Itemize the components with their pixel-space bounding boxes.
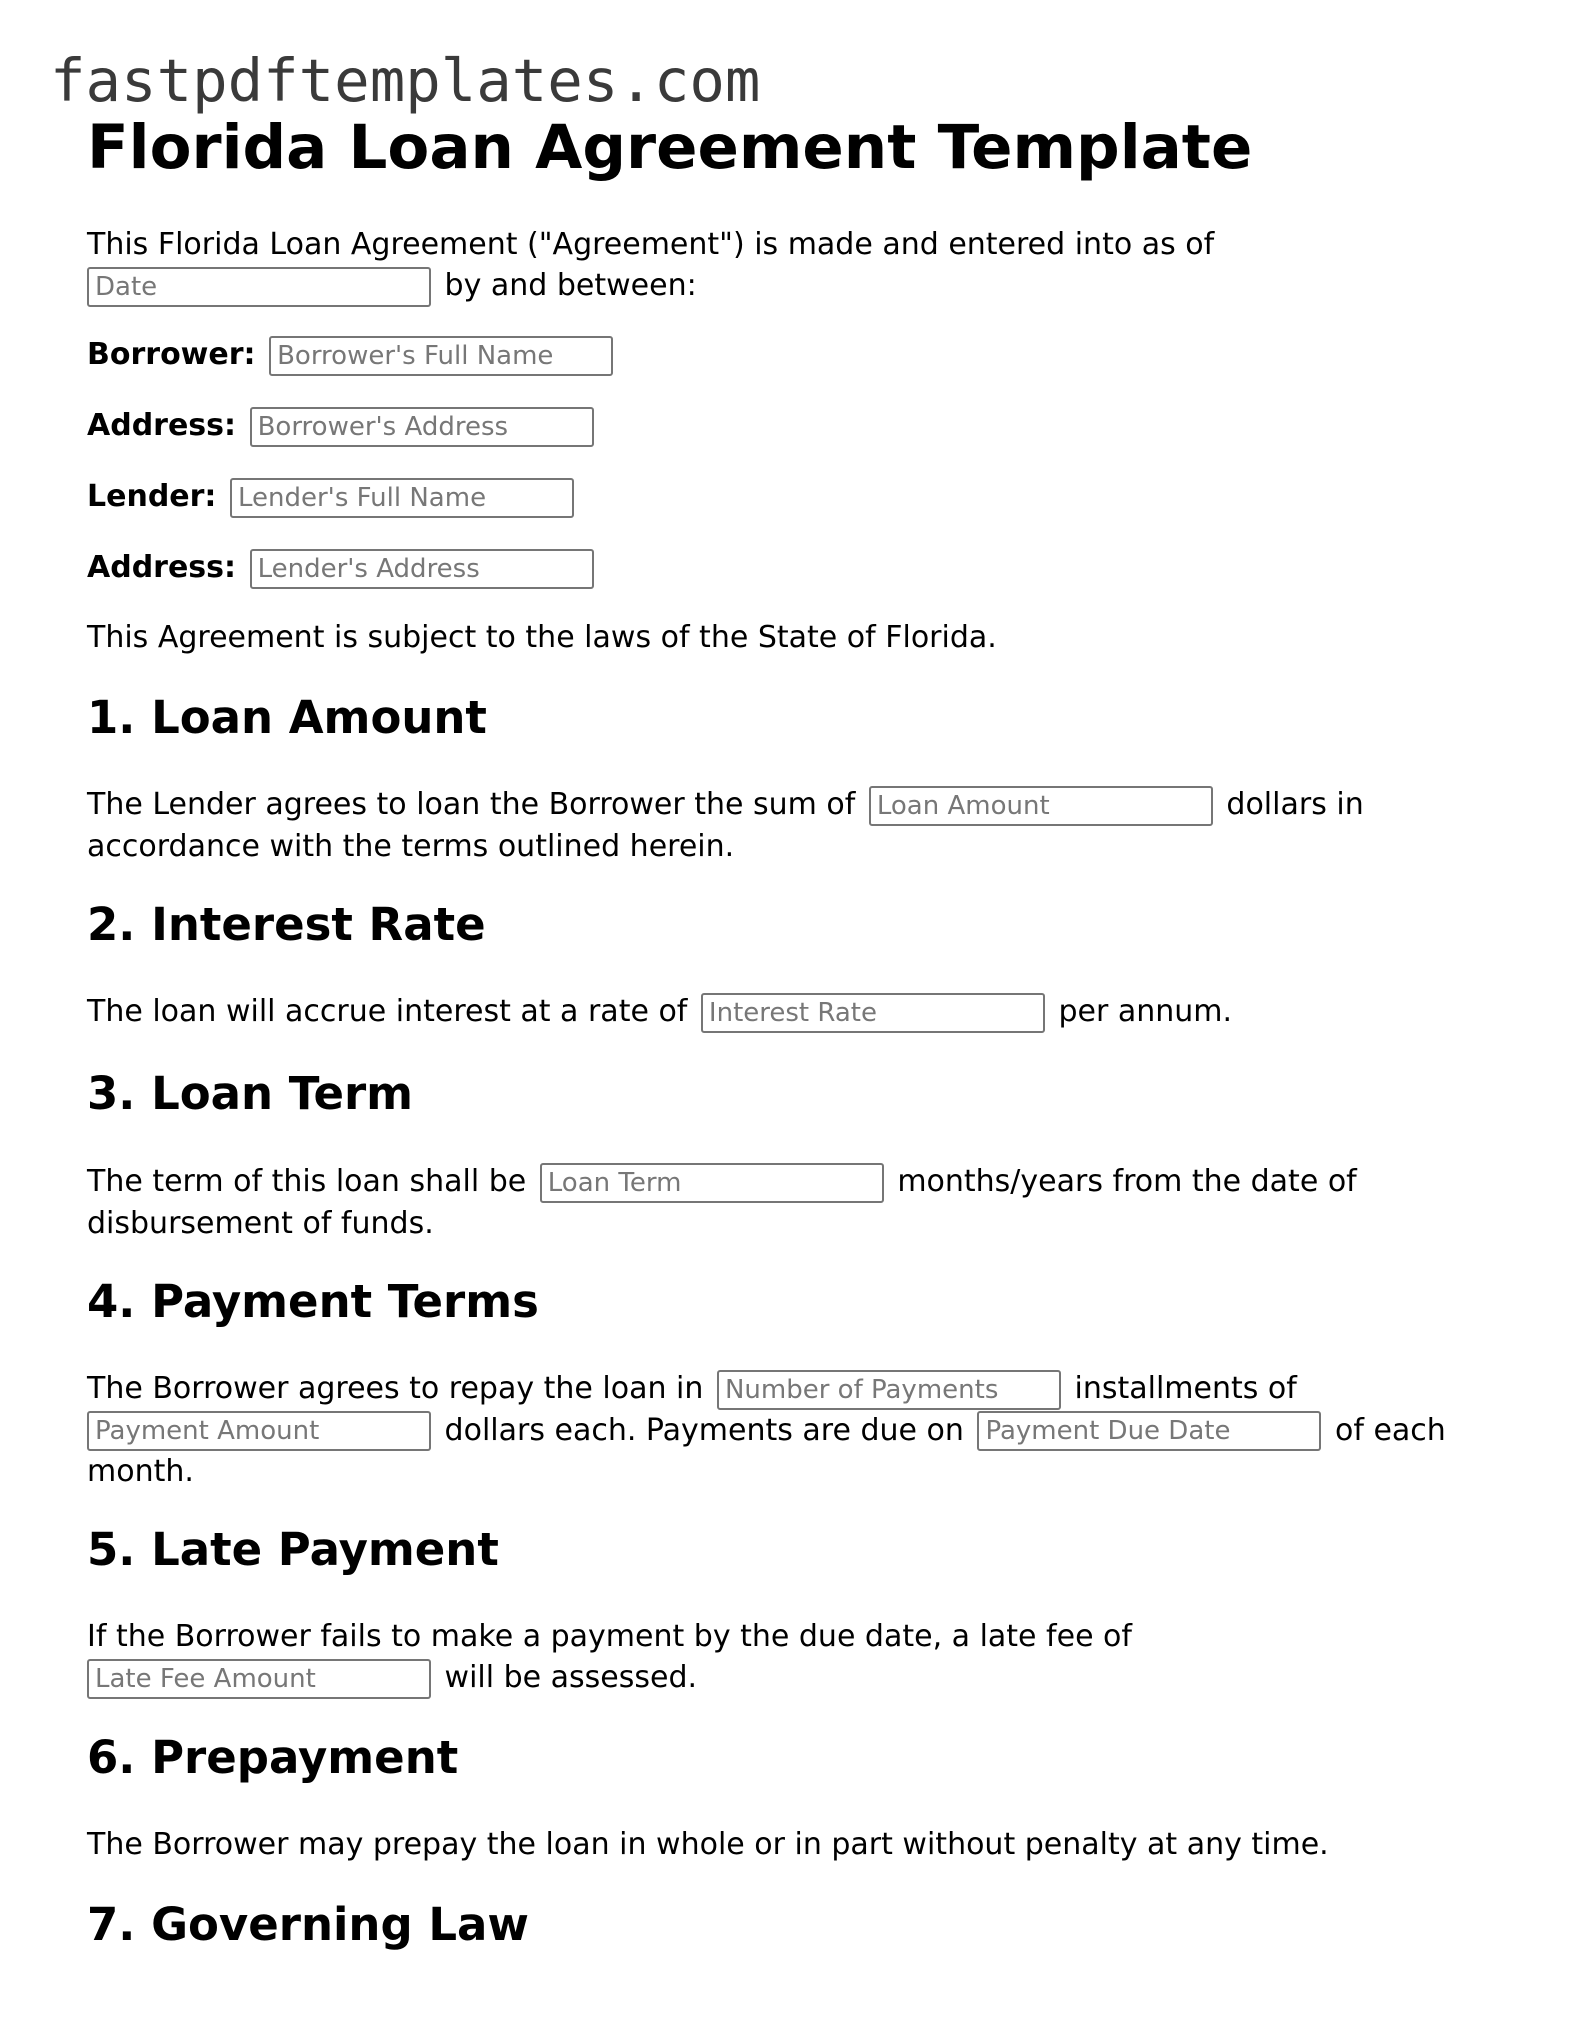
borrower-address-row	[87, 405, 598, 447]
section-heading-interest-rate: 2. Interest Rate	[87, 898, 486, 951]
borrower-address-label: Address:	[87, 408, 237, 443]
payment-terms-text-2: installments of	[1074, 1371, 1297, 1406]
interest-rate-field[interactable]	[701, 993, 1045, 1033]
section-heading-late-payment: 5. Late Payment	[87, 1523, 499, 1576]
lender-address-label: Address:	[87, 550, 237, 585]
lender-address-field[interactable]	[250, 549, 594, 589]
section-heading-loan-amount: 1. Loan Amount	[87, 691, 487, 744]
section-heading-payment-terms: 4. Payment Terms	[87, 1275, 539, 1328]
interest-rate-paragraph	[87, 991, 1232, 1033]
lender-name-row	[87, 476, 578, 518]
number-of-payments-field[interactable]	[717, 1370, 1061, 1410]
intro-paragraph	[87, 224, 1287, 307]
borrower-name-field[interactable]	[269, 336, 613, 376]
watermark: fastpdftemplates.com	[50, 46, 761, 115]
late-fee-field[interactable]	[87, 1659, 431, 1699]
interest-rate-text-after: per annum.	[1058, 994, 1233, 1029]
payment-terms-text-3: dollars each. Payments are due on	[444, 1412, 964, 1448]
loan-amount-paragraph	[87, 784, 1487, 867]
intro-text-after: by and between:	[444, 268, 697, 303]
interest-rate-text-before: The loan will accrue interest at a rate of	[87, 994, 688, 1029]
intro-text-before: This Florida Loan Agreement ("Agreement") is made and entered into as of	[87, 227, 1215, 262]
loan-term-text-before: The term of this loan shall be	[87, 1164, 527, 1199]
late-payment-text-before: If the Borrower fails to make a payment by the due date, a late fee of	[87, 1619, 1132, 1654]
borrower-name-row	[87, 334, 617, 376]
date-field[interactable]	[87, 267, 431, 307]
payment-terms-text-1: The Borrower agrees to repay the loan in	[87, 1371, 704, 1406]
late-payment-text-after: will be assessed.	[444, 1660, 698, 1695]
payment-terms-text-4: of each month.	[87, 1412, 1446, 1489]
loan-term-text-after: months/years from the date of disbursement of funds.	[87, 1164, 1357, 1241]
borrower-address-field[interactable]	[250, 407, 594, 447]
payment-amount-field[interactable]	[87, 1411, 431, 1451]
loan-term-paragraph	[87, 1161, 1467, 1244]
page-title: Florida Loan Agreement Template	[87, 112, 1253, 183]
loan-amount-text-after: dollars in accordance with the terms outlined herein.	[87, 787, 1364, 864]
prepayment-paragraph: The Borrower may prepay the loan in whole or in part without penalty at any time.	[87, 1827, 1329, 1862]
lender-label: Lender:	[87, 479, 217, 514]
section-heading-loan-term: 3. Loan Term	[87, 1067, 414, 1120]
lender-address-row	[87, 547, 598, 589]
payment-terms-paragraph	[87, 1368, 1487, 1492]
section-heading-prepayment: 6. Prepayment	[87, 1731, 459, 1784]
loan-term-field[interactable]	[540, 1163, 884, 1203]
loan-amount-text-before: The Lender agrees to loan the Borrower the sum of	[87, 787, 856, 822]
payment-due-date-field[interactable]	[977, 1411, 1321, 1451]
late-payment-paragraph	[87, 1616, 1287, 1699]
lender-name-field[interactable]	[230, 478, 574, 518]
loan-amount-field[interactable]	[869, 786, 1213, 826]
borrower-label: Borrower:	[87, 337, 256, 372]
law-statement: This Agreement is subject to the laws of the State of Florida.	[87, 620, 997, 655]
section-heading-governing-law: 7. Governing Law	[87, 1898, 529, 1951]
